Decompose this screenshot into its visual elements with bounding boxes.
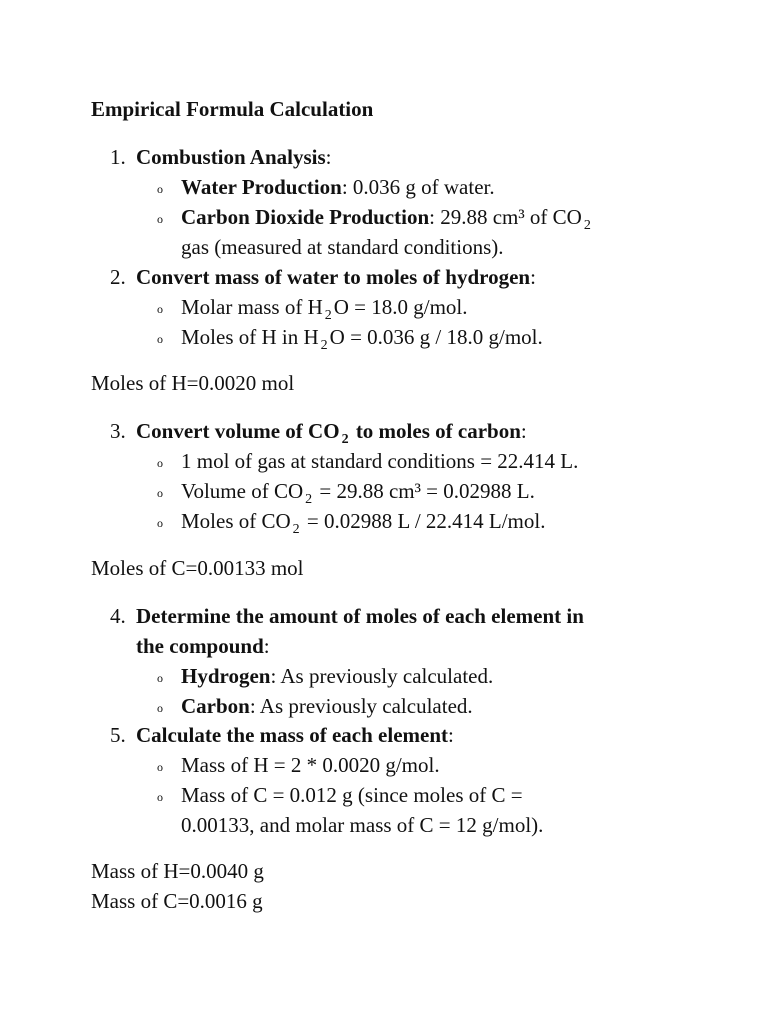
result-moles-c: Moles of C=0.00133 mol	[91, 556, 304, 580]
document-title: Empirical Formula Calculation	[91, 97, 374, 121]
bullet-icon: o	[157, 516, 163, 530]
list-number: 3.	[110, 419, 126, 443]
bullet-icon: o	[157, 701, 163, 715]
bullet-icon: o	[157, 302, 163, 316]
bullet-icon: o	[157, 332, 163, 346]
bullet-icon: o	[157, 212, 163, 226]
bullet-icon: o	[157, 456, 163, 470]
list-number: 4.	[110, 604, 126, 628]
list-number: 1.	[110, 145, 126, 169]
result-mass-c: Mass of C=0.0016 g	[91, 889, 263, 913]
result-mass-h: Mass of H=0.0040 g	[91, 859, 264, 883]
heading-text: Determine the amount of moles of each element in	[136, 604, 584, 628]
list-number: 5.	[110, 723, 126, 747]
list-number: 2.	[110, 265, 126, 289]
document-page: Empirical Formula Calculation 1. Combustion Analysis: o Water Production: 0.036 g of water. o Carbon Dioxide Production: 29.88 cm³ of CO $_2$ gas (measured at standard conditions). 2. Convert mass of water to moles of hydrogen: o Molar mass of H $_2$O = 18.0 g/mol. o Moles of H in H $_2$O = 0.036 g / 18.0 g/mol. Moles of H=0.0020 mol 3. Convert volume of CO $_2$ to moles of carbon: o 1 mol of gas at standard conditions = 22.414 L. o Volume of CO $_2$ = 29.88 cm³ = 0.02988 L. o Moles of CO $_2$ = 0.02988 L / 22.414 L/mol. Moles of C=0.00133 mol 4. Determine the amount of moles of each element in the compound: o Hydrogen: As previously calculated. o Carbon: As previously calculated. 5. Calculate the mass of each element: o Mass of H = 2 * 0.0020 g/mol. o Mass of C = 0.012 g (since moles of C = 0.00133, and molar mass of C = 12 g/mol). Mass of H=0.0040 g Mass of C=0.0016 g	[0, 0, 768, 1024]
heading-text: Calculate the mass of each element	[136, 723, 449, 747]
result-moles-h: Moles of H=0.0020 mol	[91, 371, 295, 395]
bullet-icon: o	[157, 486, 163, 500]
heading-text: Convert mass of water to moles of hydrogen	[136, 265, 531, 289]
heading-text: Combustion Analysis	[136, 145, 326, 169]
bullet-icon: o	[157, 760, 163, 774]
bullet-icon: o	[157, 182, 163, 196]
bullet-icon: o	[157, 790, 163, 804]
bullet-icon: o	[157, 671, 163, 685]
